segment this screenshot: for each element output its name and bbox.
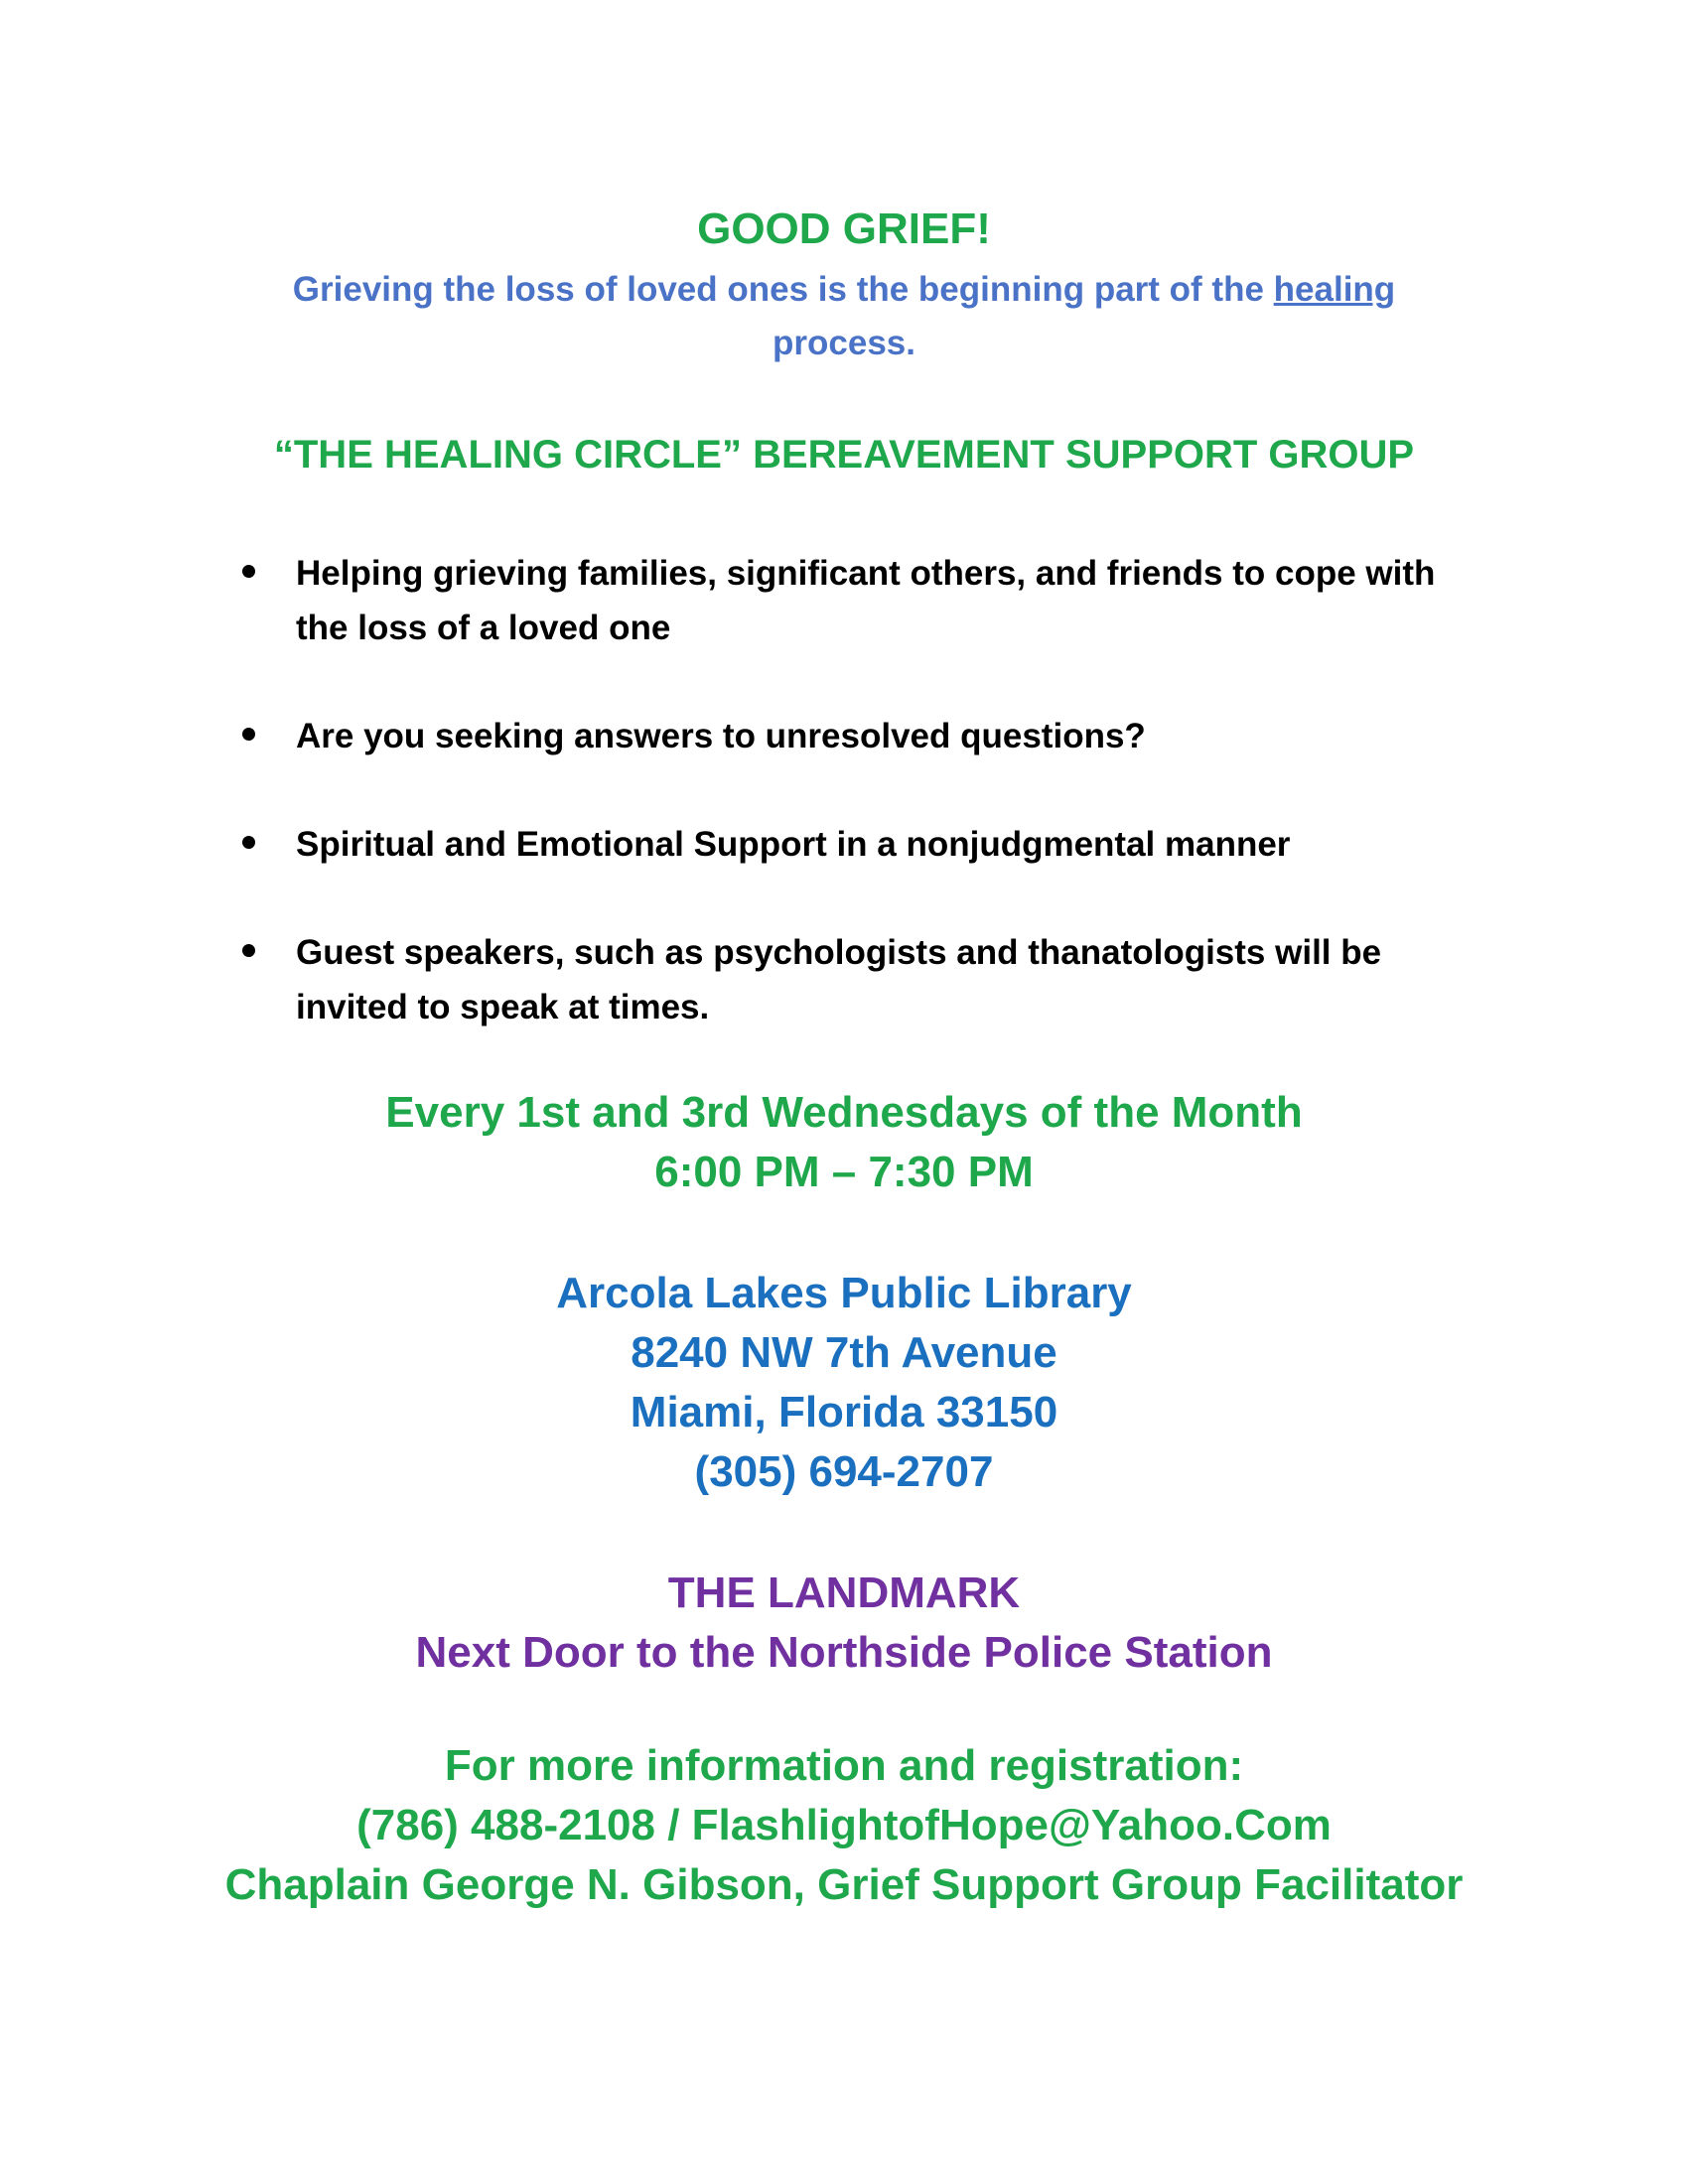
location-name: Arcola Lakes Public Library <box>556 1269 1132 1317</box>
location-phone: (305) 694-2707 <box>694 1447 994 1496</box>
bullet-icon <box>242 944 255 957</box>
contact-intro: For more information and registration: <box>444 1741 1244 1790</box>
schedule-time: 6:00 PM – 7:30 PM <box>654 1148 1034 1196</box>
bullet-item <box>242 546 1483 655</box>
bullet-icon <box>242 565 255 578</box>
bullet-text: Spiritual and Emotional Support in a nonjudgmental manner <box>296 825 1291 864</box>
healing-link[interactable]: healing <box>1273 270 1396 309</box>
bullet-text: Helping grieving families, significant others, and friends to cope with the loss of a loved one <box>296 554 1436 647</box>
bullet-item <box>242 709 1483 763</box>
contact-phone-email: (786) 488-2108 / FlashlightofHope@Yahoo.Com <box>356 1801 1332 1849</box>
location-city: Miami, Florida 33150 <box>630 1388 1058 1436</box>
bullet-text: Guest speakers, such as psychologists and thanatologists will be invited to speak at times. <box>296 933 1382 1026</box>
schedule-days: Every 1st and 3rd Wednesdays of the Month <box>385 1088 1303 1137</box>
bullet-item <box>242 925 1483 1034</box>
bullet-item <box>242 817 1483 872</box>
subtitle-line-1 <box>0 270 1688 310</box>
landmark-title: THE LANDMARK <box>667 1569 1021 1617</box>
page-title: GOOD GRIEF! <box>697 205 991 253</box>
subtitle-line-2: process. <box>773 324 915 362</box>
group-name-heading: “THE HEALING CIRCLE” BEREAVEMENT SUPPORT GROUP <box>273 433 1415 477</box>
subtitle-text: Grieving the loss of loved ones is the beginning part of the <box>292 270 1274 309</box>
bullet-icon <box>242 836 255 849</box>
bullet-text: Are you seeking answers to unresolved questions? <box>296 717 1146 755</box>
bullet-icon <box>242 728 255 741</box>
contact-facilitator: Chaplain George N. Gibson, Grief Support Group Facilitator <box>224 1860 1464 1909</box>
landmark-description: Next Door to the Northside Police Station <box>415 1628 1273 1677</box>
location-street: 8240 NW 7th Avenue <box>631 1328 1057 1377</box>
